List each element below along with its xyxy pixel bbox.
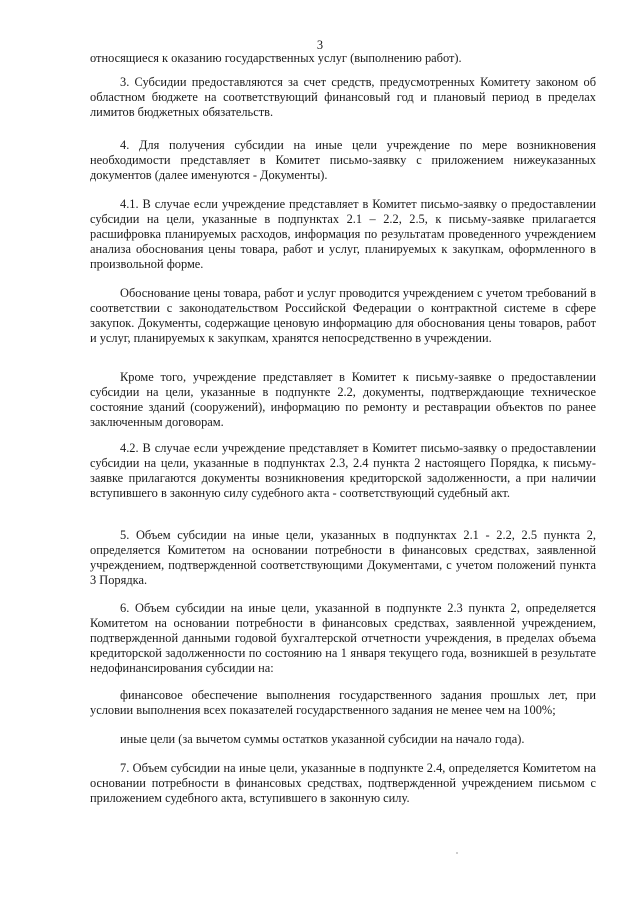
paragraph-list-item-financing [90,688,596,718]
paragraph-text: 3. Субсидии предоставляются за счет средств, предусмотренных Комитету законом об областном бюджете на соответствующий финансовый год и плановый период в пределах лимитов бюджетных обязательств. [90,75,596,119]
paragraph-text: 7. Объем субсидии на иные цели, указанные в подпункте 2.4, определяется Комитетом на основании потребности в финансовых средствах, подтвержденной учреждением письмом с приложением судебного акта, вступившего в законную силу. [90,761,596,805]
paragraph-text: Кроме того, учреждение представляет в Комитет к письму-заявке о предоставлении субсидии на цели, указанные в подпункте 2.2, документы, подтверждающие техническое состояние зданий (сооружений), информацию по ремонту и реставрации объектов по ранее заключенным договорам. [90,370,596,429]
paragraph-item-4 [90,138,596,183]
scan-speck [456,852,458,854]
paragraph-text: 6. Объем субсидии на иные цели, указанной в подпункте 2.3 пункта 2, определяется Комитетом на основании потребности в финансовых средствах, заявленной учреждением, подтвержденной данными годовой бухгалтерской отчетности учреждения, в пределах объема кредиторской задолженности по состоянию на 1 января текущего года, возникшей в результате недофинансирования субсидии на: [90,601,596,675]
paragraph-text: относящиеся к оказанию государственных услуг (выполнению работ). [90,51,462,65]
paragraph-additional-documents [90,370,596,430]
paragraph-text: 4.2. В случае если учреждение представляет в Комитет письмо-заявку о предоставлении субсидии на цели, указанные в подпунктах 2.3, 2.4 пункта 2 настоящего Порядка, к письму-заявке прилагаются документы возникновения кредиторской задолженности, а при наличии вступившего в законную силу судебного акта - соответствующий судебный акт. [90,441,596,500]
paragraph-item-6 [90,601,596,676]
paragraph-text: Обоснование цены товара, работ и услуг проводится учреждением с учетом требований в соответствии с законодательством Российской Федерации о контрактной системе в сфере закупок. Документы, содержащие ценовую информацию для обоснования цены товаров, работ и услуг, планируемых к закупкам, хранятся непосредственно в учреждении. [90,286,596,345]
page-number: 3 [316,38,324,52]
paragraph-price-justification [90,286,596,346]
paragraph-text: иные цели (за вычетом суммы остатков указанной субсидии на начало года). [120,732,525,746]
paragraph-text: финансовое обеспечение выполнения государственного задания прошлых лет, при условии выполнения всех показателей государственного задания не менее чем на 100%; [90,688,596,717]
paragraph-text: 4.1. В случае если учреждение представляет в Комитет письмо-заявку о предоставлении субсидии на цели, указанные в подпунктах 2.1 – 2.2, 2.5, к письму-заявке прилагается расшифровка планируемых расходов, информация по результатам проведенного учреждением анализа обоснования цены товара, работ и услуг, планируемых к закупкам, оформленного в произвольной форме. [90,197,596,271]
paragraph-item-5 [90,528,596,588]
paragraph-text: 5. Объем субсидии на иные цели, указанных в подпунктах 2.1 - 2.2, 2.5 пункта 2, определяется Комитетом на основании потребности в финансовых средствах, заявленной учреждением, подтвержденной соответствующими Документами, с учетом положений пункта 3 Порядка. [90,528,596,587]
paragraph-text: 4. Для получения субсидии на иные цели учреждение по мере возникновения необходимости представляет в Комитет письмо-заявку с приложением нижеуказанных документов (далее именуются - Документы). [90,138,596,182]
paragraph-item-3 [90,75,596,120]
paragraph-item-4-2 [90,441,596,501]
paragraph-continuation [90,51,596,66]
paragraph-list-item-other-purposes [90,732,596,747]
paragraph-item-7 [90,761,596,806]
paragraph-item-4-1 [90,197,596,272]
